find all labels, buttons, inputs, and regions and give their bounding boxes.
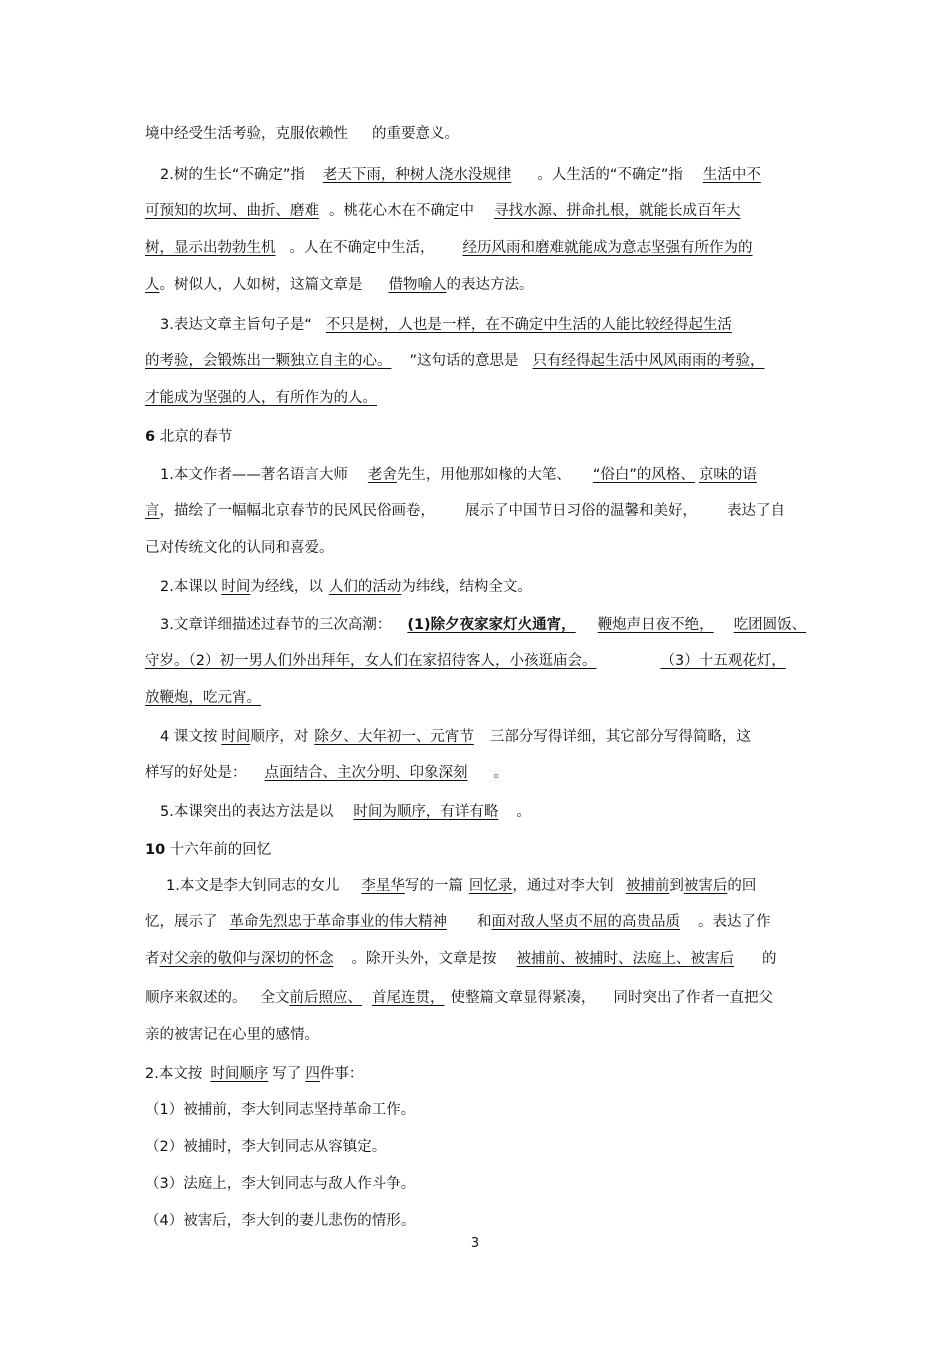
answer-blank: 树，显示出勃勃生机 xyxy=(145,240,276,256)
answer-blank: 经历风雨和磨难就能成为意志坚强有所作为的 xyxy=(462,240,753,256)
question-line: 4 课文按 时间顺序，对 除夕、大年初一、元宵节 三部分写得详细，其它部分写得简略，这 xyxy=(160,729,751,745)
question-line: 3.表达文章主旨句子是“ 不只是树，人也是一样，在不确定中生活的人能比较经得起生活 xyxy=(160,315,810,335)
answer-blank: 只有经得起生活中风风雨雨的考验， xyxy=(532,353,765,369)
answer-blank: 老舍 xyxy=(367,467,397,483)
answer-blank: 人 xyxy=(145,277,160,293)
answer-blank: 可预知的坎坷、曲折、磨难 xyxy=(145,203,319,219)
answer-blank: 借物喻人 xyxy=(388,277,447,293)
answer-blank: 被害后 xyxy=(683,878,728,894)
text-line: 可预知的坎坷、曲折、磨难 。桃花心木在不确定中 寻找水源、拼命扎根，就能长成百年大 xyxy=(145,201,810,221)
text-line: 的考验，会锻炼出一颗独立自主的心。 ”这句话的意思是 只有经得起生活中风风雨雨的考验， xyxy=(145,353,765,369)
answer-blank: 除夕、大年初一、元宵节 xyxy=(314,729,474,745)
answer-blank: 放鞭炮，吃元宵。 xyxy=(145,690,261,706)
text-line: 忆，展示了 革命先烈忠于革命事业的伟大精神 和面对敌人坚贞不屈的高贵品质 。表达了作 xyxy=(145,914,771,930)
text-line xyxy=(145,688,810,708)
answer-blank: 点面结合、主次分明、印象深刻 xyxy=(264,765,468,781)
answer-blank: 被捕前 xyxy=(625,878,670,894)
question-line: 5.本课突出的表达方法是以 时间为顺序，有详有略 。 xyxy=(160,804,531,820)
text-line: 人。树似人，人如树，这篇文章是 借物喻人的表达方法。 xyxy=(145,277,534,293)
question-line: 2.本课以 时间为经线，以 人们的活动为纬线，结构全文。 xyxy=(160,579,532,595)
list-item: （4）被害后，李大钊的妻儿悲伤的情形。 xyxy=(145,1213,416,1229)
question-line: 2.树的生长“不确定”指 老天下雨，种树人浇水没规律 。人生活的“不确定”指 生活中不 xyxy=(160,167,761,183)
answer-blank: 时间为顺序，有详有略 xyxy=(353,804,499,820)
answer-blank: 不只是树，人也是一样，在不确定中生活的人能比较经得起生活 xyxy=(325,317,732,333)
answer-blank: 前后照应、 首尾连贯， xyxy=(289,990,445,1006)
list-item: （2）被捕时，李大钊同志从容镇定。 xyxy=(145,1139,387,1155)
text-line xyxy=(145,651,810,671)
text-line: 言，描绘了一幅幅北京春节的民风民俗画卷， 展示了中国节日习俗的温馨和美好， 表达了自 xyxy=(145,503,785,519)
answer-blank: (1)除夕夜家家灯火通宵， 鞭炮声日夜不绝， 吃团圆饭、 xyxy=(407,617,807,633)
answer-blank: 被捕前、被捕时、法庭上、被害后 xyxy=(516,951,734,967)
answer-blank: 的考验，会锻炼出一颗独立自主的心。 xyxy=(145,353,392,369)
text-line xyxy=(145,388,810,408)
answer-blank: 革命先烈忠于革命事业的伟大精神 xyxy=(229,914,447,930)
answer-blank: 四 xyxy=(305,1066,320,1082)
answer-blank: 京味的语 xyxy=(698,467,757,483)
text-line: 树，显示出勃勃生机 。人在不确定中生活， 经历风雨和磨难就能成为意志坚强有所作为的 xyxy=(145,238,810,258)
answer-blank: 时间顺序 xyxy=(210,1066,269,1082)
text-line: 样写的好处是： 点面结合、主次分明、印象深刻 。 xyxy=(145,765,508,781)
answer-blank: 对父亲的敬仰与深切的怀念 xyxy=(159,951,334,967)
answer-blank: 李星华 xyxy=(361,878,405,894)
text-line: 境中经受生活考验，克服依赖性 的重要意义。 xyxy=(145,126,459,142)
list-item: （1）被捕前，李大钊同志坚持革命工作。 xyxy=(145,1102,416,1118)
question-line: 2.本文按 时间顺序 写了 四件事： xyxy=(145,1066,364,1082)
text-line: 己对传统文化的认同和喜爱。 xyxy=(145,540,334,556)
text-line: 亲的被害记在心里的感情。 xyxy=(145,1027,319,1043)
question-line: 1.本文是李大钊同志的女儿 李星华写的一篇 回忆录，通过对李大钊 被捕前到被害后的回 xyxy=(166,878,757,894)
answer-blank: 时间 xyxy=(221,729,251,745)
list-item: （3）法庭上，李大钊同志与敌人作斗争。 xyxy=(145,1176,416,1192)
answer-blank: 才能成为坚强的人，有所作为的人。 xyxy=(145,390,377,406)
answer-blank: 人们的活动 xyxy=(328,579,402,595)
answer-blank: “俗白”的风格、 xyxy=(592,467,695,483)
answer-blank: 守岁。（2）初一男人们外出拜年，女人们在家招待客人，小孩逛庙会。 （3）十五观花灯， xyxy=(145,653,786,669)
question-line: 3.文章详细描述过春节的三次高潮： (1)除夕夜家家灯火通宵， 鞭炮声日夜不绝， 吃团圆饭、 xyxy=(160,617,807,633)
text-line: 顺序来叙述的。 全文前后照应、 首尾连贯， 使整篇文章显得紧凑， 同时突出了作者一直把父 xyxy=(145,990,773,1006)
answer-blank: 言 xyxy=(145,503,160,519)
text-line: 者对父亲的敬仰与深切的怀念 。除开头外，文章是按 被捕前、被捕时、法庭上、被害后 的 xyxy=(145,951,777,967)
question-line: 1.本文作者——著名语言大师 老舍先生，用他那如椽的大笔、 “俗白”的风格、 京味的语 xyxy=(160,467,757,483)
answer-blank: 生活中不 xyxy=(702,167,761,183)
answer-blank: 寻找水源、拼命扎根，就能长成百年大 xyxy=(494,203,741,219)
answer-blank: 回忆录 xyxy=(468,878,513,894)
answer-blank: 时间 xyxy=(221,579,251,595)
page-number: 3 xyxy=(470,1236,480,1251)
section-heading: 10 十六年前的回忆 xyxy=(145,842,272,858)
section-heading: 6 北京的春节 xyxy=(145,429,233,445)
answer-blank: 老天下雨，种树人浇水没规律 xyxy=(322,167,512,183)
answer-blank: 面对敌人坚贞不屈的高贵品质 xyxy=(491,914,680,930)
